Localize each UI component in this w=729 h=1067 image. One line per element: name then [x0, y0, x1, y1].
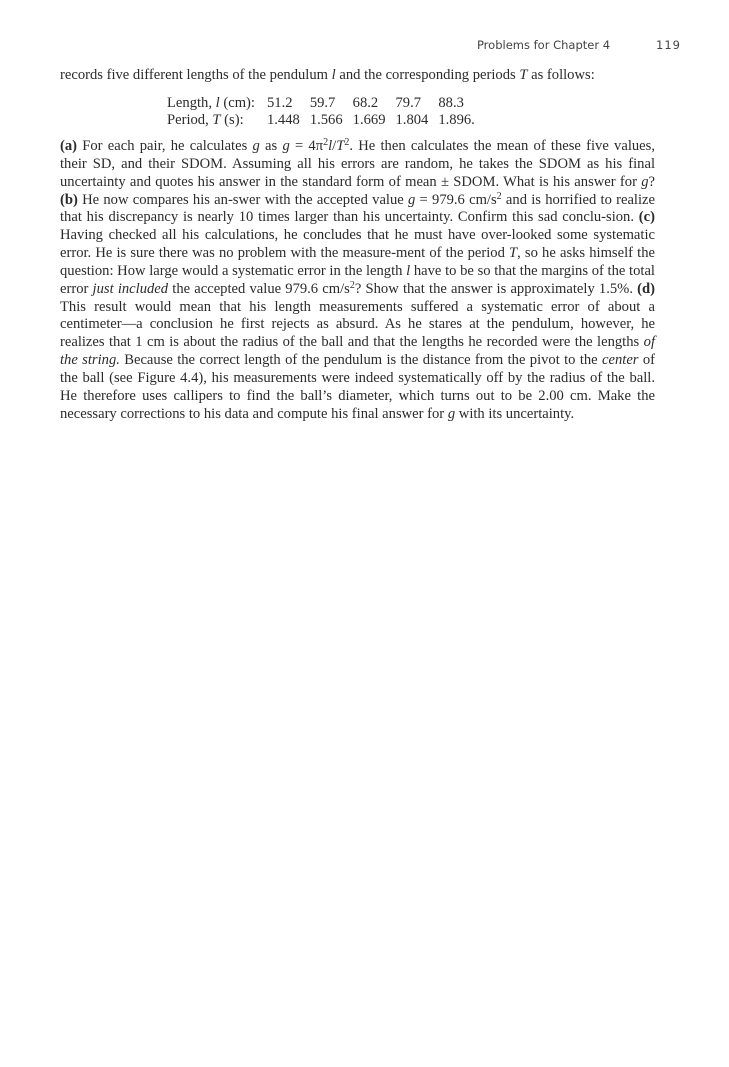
table-cell: 59.7: [309, 94, 336, 111]
part-c-marker: (c): [638, 209, 655, 226]
row-label: Period, T (s):: [167, 112, 244, 129]
part-d-marker: (d): [637, 280, 655, 297]
table-cell: 1.896.: [438, 112, 475, 129]
row-label: Length, l (cm):: [167, 94, 255, 111]
table-row-period: [167, 112, 485, 130]
running-head: [60, 38, 681, 52]
table-cell: 79.7: [395, 94, 422, 111]
table-cell: 68.2: [352, 94, 379, 111]
part-b-marker: (b): [60, 191, 78, 208]
table-row-length: [167, 95, 485, 113]
problem-paragraph: (a) For each pair, he calculates g as $g = 4\pi^2l/T^2$. He then calculates the mean of these five values, their SD, and their SDOM. Assuming all his errors are random, he takes the SDOM as his final uncertainty and quotes his answer in the standard form of mean ± SDOM. What is his answer for g? (b) He now compares his an-swer with the accepted value g = 979.6 $cm/s^2$ and is horrified to realize that his discrepancy is nearly 10 times larger than his uncertainty. Confirm this sad conclu-sion. (c) Having checked all his calculations, he concludes that he must have over-looked some systematic error. He is sure there was no problem with the measure-ment of the period T, so he asks himself the question: How large would a systematic error in the length l have to be so that the margins of the total error just included the accepted value 979.6 $cm/s^2$? Show that the answer is approximately 1.5%. (d) This result would mean that his length measurements suffered a systematic error of about a centimeter—a conclusion he first rejects as absurd. As he stares at the pendulum, however, he realizes that 1 cm is about the radius of the ball and that the lengths he recorded were the lengths of the string. Because the correct length of the pendulum is the distance from the pivot to the center of the ball (see Figure 4.4), his measurements were indeed systematically off by the radius of the ball. He therefore uses callipers to find the ball’s diameter, which turns out to be 2.00 cm. Make the necessary corrections to his data and compute his final answer for g with its uncertainty.: [60, 137, 655, 422]
table-cell: 1.448: [266, 112, 300, 129]
table-cell: 1.804: [395, 112, 429, 129]
page-number: 119: [656, 38, 681, 52]
part-a-marker: (a): [60, 138, 78, 155]
running-title: Problems for Chapter 4: [476, 38, 611, 52]
table-cell: 88.3: [438, 94, 464, 111]
table-cell: 1.566: [309, 112, 343, 129]
table-cell: 51.2: [266, 94, 293, 111]
intro-paragraph: records five different lengths of the pendulum l and the corresponding periods T as follows:: [60, 67, 595, 83]
table-cell: 1.669: [352, 112, 386, 129]
page-body: [60, 67, 655, 424]
pendulum-data-table: [167, 95, 485, 130]
